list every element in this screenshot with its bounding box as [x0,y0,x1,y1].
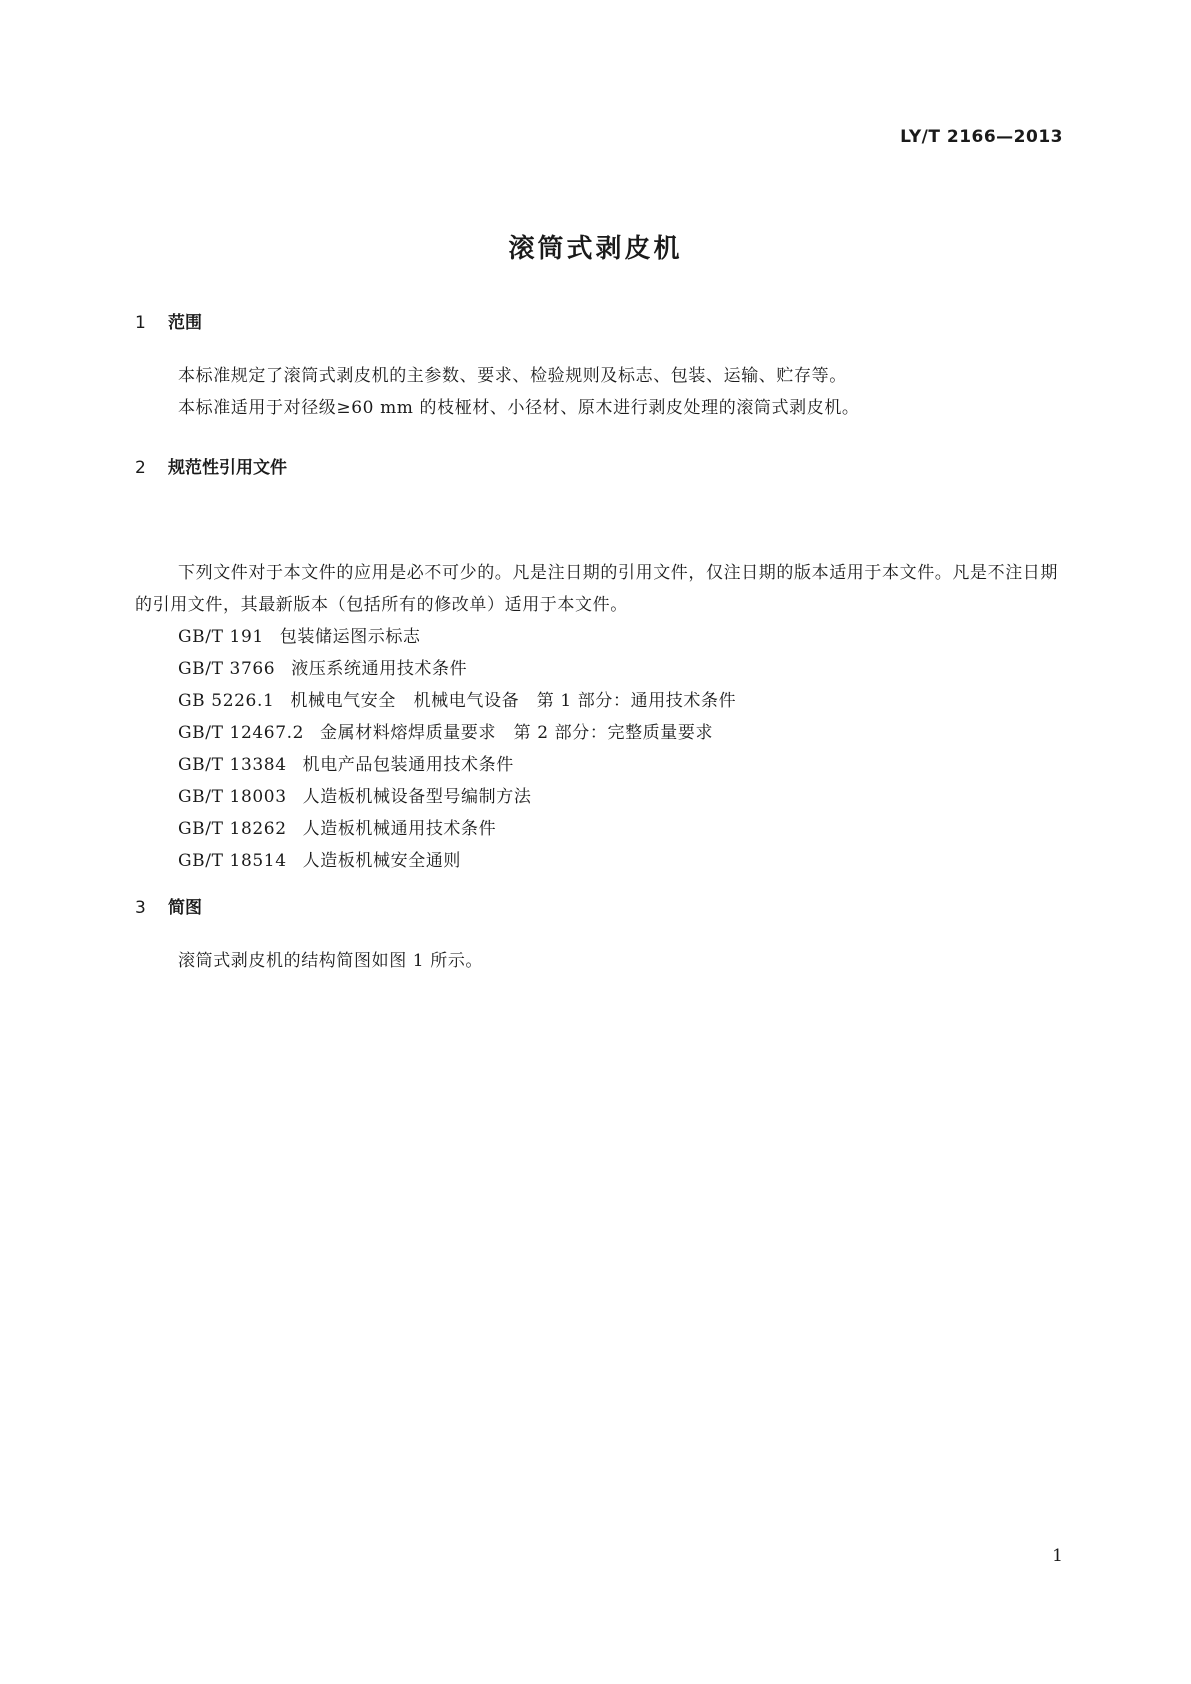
section-title: 范围 [168,313,202,333]
reference-title: 液压系统通用技术条件 [291,659,468,679]
reference-item [178,685,736,717]
reference-item [178,749,736,781]
reference-code: GB/T 3766 [178,659,276,679]
reference-title: 机电产品包装通用技术条件 [302,755,514,775]
section-heading-scope [135,308,202,333]
section-heading-normative-references [135,453,287,478]
reference-title: 包装储运图示标志 [279,627,421,647]
reference-code: GB/T 18514 [178,851,287,871]
references-intro-paragraph: 下列文件对于本文件的应用是必不可少的。凡是注日期的引用文件，仅注日期的版本适用于本文件。凡是不注日期的引用文件，其最新版本（包括所有的修改单）适用于本文件。 [135,563,1058,615]
reference-title: 人造板机械设备型号编制方法 [302,787,532,807]
reference-item [178,813,736,845]
reference-list [178,621,736,877]
reference-code: GB 5226.1 [178,691,275,711]
reference-item [178,653,736,685]
section-title: 规范性引用文件 [168,458,287,478]
page-number: 1 [1052,1546,1063,1566]
section-number: 2 [135,458,146,478]
standard-code: LY/T 2166—2013 [900,127,1063,147]
reference-code: GB/T 18262 [178,819,287,839]
reference-item [178,621,736,653]
scope-paragraph-2: 本标准适用于对径级≥60 mm 的枝桠材、小径材、原木进行剥皮处理的滚筒式剥皮机。 [178,398,860,418]
section-number: 1 [135,313,146,333]
diagram-paragraph: 滚筒式剥皮机的结构简图如图 1 所示。 [178,951,484,971]
reference-title: 机械电气安全 机械电气设备 第 1 部分：通用技术条件 [290,691,737,711]
reference-title: 人造板机械通用技术条件 [302,819,497,839]
reference-code: GB/T 191 [178,627,264,647]
reference-code: GB/T 12467.2 [178,723,305,743]
scope-paragraph-1: 本标准规定了滚筒式剥皮机的主参数、要求、检验规则及标志、包装、运输、贮存等。 [178,366,847,386]
document-title: 滚筒式剥皮机 [508,234,683,264]
section-heading-diagram [135,893,202,918]
reference-title: 人造板机械安全通则 [302,851,462,871]
reference-item [178,717,736,749]
section-title: 简图 [168,898,202,918]
reference-code: GB/T 13384 [178,755,287,775]
reference-title: 金属材料熔焊质量要求 第 2 部分：完整质量要求 [320,723,714,743]
reference-code: GB/T 18003 [178,787,287,807]
section-number: 3 [135,898,146,918]
reference-item [178,845,736,877]
reference-item [178,781,736,813]
